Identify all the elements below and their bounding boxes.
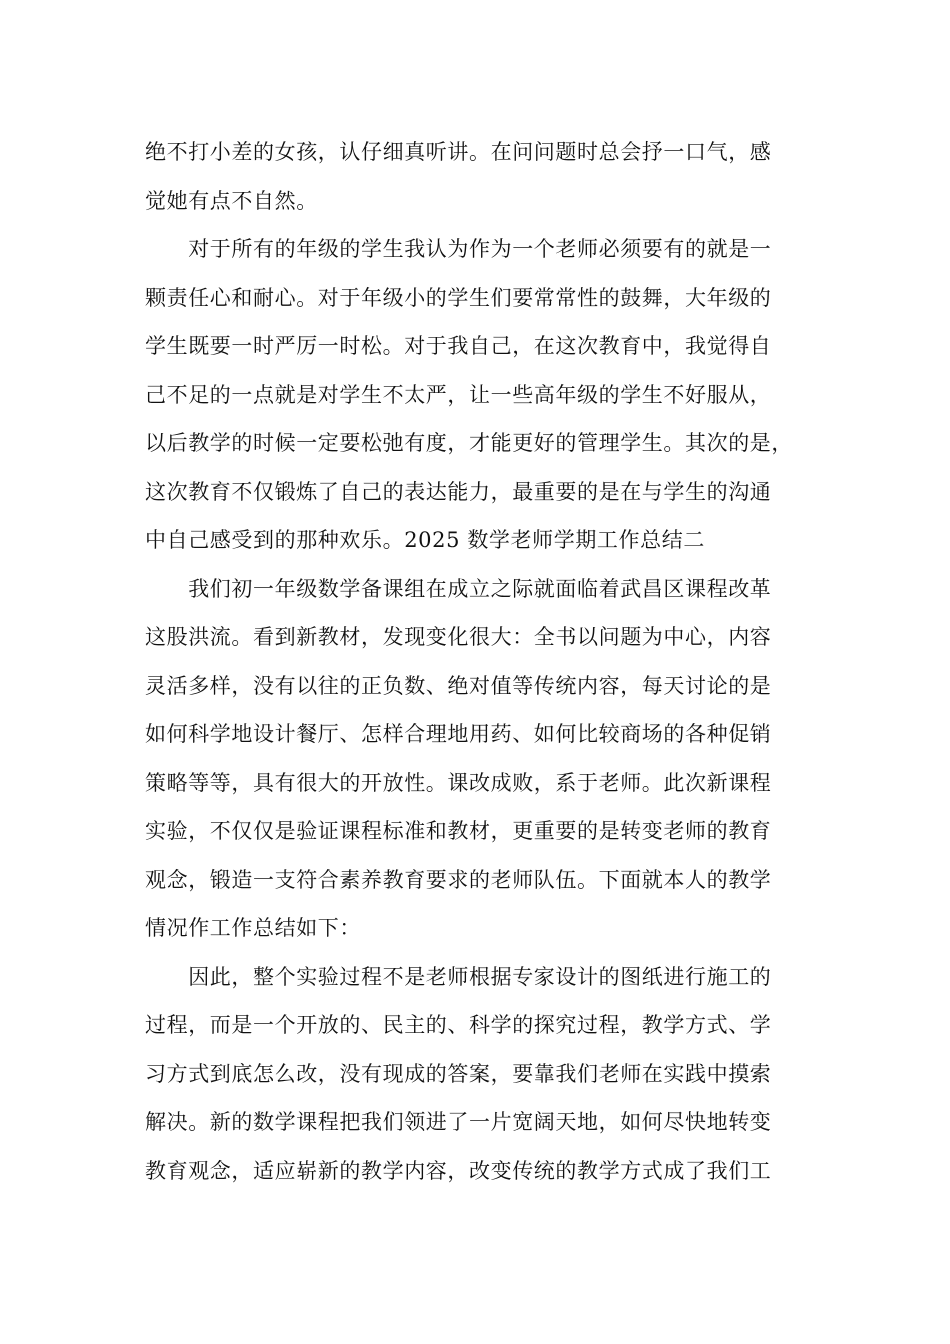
text-line: 策略等等，具有很大的开放性。课改成败，系于老师。此次新课程: [145, 770, 772, 795]
text-line: 解决。新的数学课程把我们领进了一片宽阔天地，如何尽快地转变: [145, 1110, 772, 1134]
text-line: 因此，整个实验过程不是老师根据专家设计的图纸进行施工的: [145, 964, 772, 989]
text-line: 学生既要一时严厉一时松。对于我自己，在这次教育中，我觉得自: [145, 334, 772, 358]
text-line: 实验，不仅仅是验证课程标准和教材，更重要的是转变老师的教育: [145, 819, 772, 843]
text-line: 灵活多样，没有以往的正负数、绝对值等传统内容，每天讨论的是: [145, 673, 772, 698]
text-line: 绝不打小差的女孩，认仔细真听讲。在问问题时总会抒一口气，感: [145, 140, 772, 164]
text-line: 颗责任心和耐心。对于年级小的学生们要常常性的鼓舞，大年级的: [145, 285, 772, 310]
text-line: 教育观念，适应崭新的教学内容，改变传统的教学方式成了我们工: [145, 1158, 772, 1183]
text-line: 习方式到底怎么改，没有现成的答案，要靠我们老师在实践中摸索: [145, 1061, 772, 1086]
text-line: 我们初一年级数学备课组在成立之际就面临着武昌区课程改革: [145, 576, 772, 601]
text-line: 观念，锻造一支符合素养教育要求的老师队伍。下面就本人的教学: [145, 867, 772, 892]
text-line: 中自己感受到的那种欢乐。2025 数学老师学期工作总结二: [145, 528, 705, 552]
text-line: 过程，而是一个开放的、民主的、科学的探究过程，教学方式、学: [145, 1013, 772, 1037]
body-text: [145, 128, 810, 1195]
text-line: 如何科学地设计餐厅、怎样合理地用药、如何比较商场的各种促销: [145, 722, 772, 746]
text-line: 以后教学的时候一定要松弛有度，才能更好的管理学生。其次的是，: [145, 431, 793, 455]
text-line: 情况作工作总结如下：: [145, 916, 361, 940]
text-line: 这股洪流。看到新教材，发现变化很大：全书以问题为中心，内容: [145, 625, 772, 649]
text-line: 己不足的一点就是对学生不太严，让一些高年级的学生不好服从，: [145, 382, 772, 407]
text-line: 对于所有的年级的学生我认为作为一个老师必须要有的就是一: [145, 237, 772, 261]
text-line: 这次教育不仅锻炼了自己的表达能力，最重要的是在与学生的沟通: [145, 479, 772, 504]
text-line: 觉她有点不自然。: [145, 188, 318, 213]
